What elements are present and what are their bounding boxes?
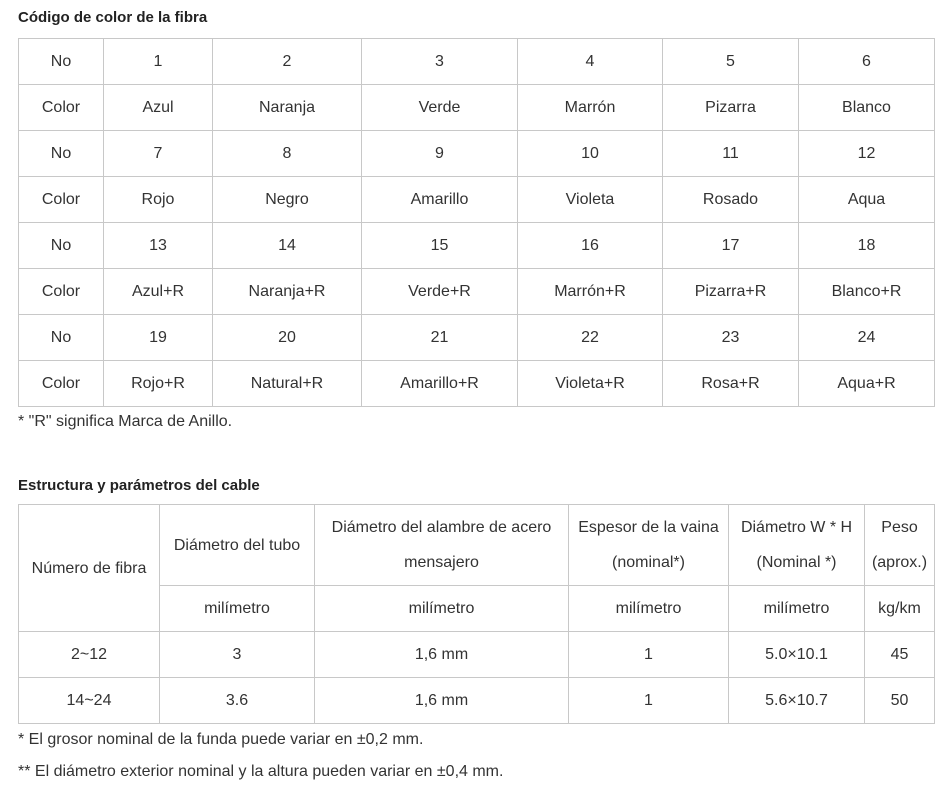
diameter-tolerance-note: ** El diámetro exterior nominal y la altura pueden variar en ±0,4 mm.: [18, 763, 504, 780]
table-cell: 14~24: [19, 678, 160, 724]
color-row-label: Color: [19, 177, 104, 223]
color-row-label: Color: [19, 361, 104, 407]
fiber-color-cell: Rojo: [104, 177, 213, 223]
fiber-color-cell: Pizarra: [663, 85, 799, 131]
fiber-color-table: [18, 38, 935, 407]
fiber-number-cell: 24: [799, 315, 935, 361]
fiber-number-cell: 13: [104, 223, 213, 269]
header-weight: Peso (aprox.): [865, 505, 935, 586]
number-row-label: No: [19, 223, 104, 269]
header-sheath-thickness: Espesor de la vaina (nominal*): [569, 505, 729, 586]
fiber-number-cell: 5: [663, 39, 799, 85]
color-row-label: Color: [19, 269, 104, 315]
fiber-number-cell: 14: [213, 223, 362, 269]
fiber-color-cell: Marrón: [518, 85, 663, 131]
fiber-color-cell: Verde+R: [362, 269, 518, 315]
unit-cell: milímetro: [729, 586, 865, 632]
fiber-color-cell: Amarillo: [362, 177, 518, 223]
number-row-label: No: [19, 315, 104, 361]
fiber-number-cell: 9: [362, 131, 518, 177]
fiber-color-cell: Amarillo+R: [362, 361, 518, 407]
fiber-number-cell: 15: [362, 223, 518, 269]
table-cell: 50: [865, 678, 935, 724]
fiber-number-cell: 12: [799, 131, 935, 177]
fiber-color-cell: Blanco+R: [799, 269, 935, 315]
color-code-title: Código de color de la fibra: [18, 9, 208, 26]
number-row-label: No: [19, 39, 104, 85]
unit-cell: milímetro: [160, 586, 315, 632]
unit-cell: kg/km: [865, 586, 935, 632]
header-fiber-count: Número de fibra: [19, 505, 160, 632]
fiber-color-cell: Pizarra+R: [663, 269, 799, 315]
fiber-number-cell: 23: [663, 315, 799, 361]
fiber-color-cell: Naranja: [213, 85, 362, 131]
number-row: [19, 223, 935, 269]
unit-cell: milímetro: [315, 586, 569, 632]
cable-structure-title: Estructura y parámetros del cable: [18, 477, 260, 494]
table-cell: 5.0×10.1: [729, 632, 865, 678]
fiber-number-cell: 6: [799, 39, 935, 85]
fiber-color-cell: Rojo+R: [104, 361, 213, 407]
number-row-label: No: [19, 131, 104, 177]
fiber-number-cell: 21: [362, 315, 518, 361]
table-cell: 3.6: [160, 678, 315, 724]
fiber-number-cell: 17: [663, 223, 799, 269]
table-cell: 1,6 mm: [315, 632, 569, 678]
table-row: [19, 632, 935, 678]
header-tube-diameter: Diámetro del tubo: [160, 505, 315, 586]
color-row: [19, 177, 935, 223]
fiber-number-cell: 11: [663, 131, 799, 177]
fiber-number-cell: 18: [799, 223, 935, 269]
color-row-label: Color: [19, 85, 104, 131]
fiber-color-cell: Aqua: [799, 177, 935, 223]
table-cell: 2~12: [19, 632, 160, 678]
header-dimension: Diámetro W * H (Nominal *): [729, 505, 865, 586]
fiber-color-cell: Verde: [362, 85, 518, 131]
number-row: [19, 315, 935, 361]
header-wire-diameter: Diámetro del alambre de acero mensajero: [315, 505, 569, 586]
color-row: [19, 85, 935, 131]
table-cell: 1: [569, 678, 729, 724]
fiber-number-cell: 4: [518, 39, 663, 85]
fiber-number-cell: 3: [362, 39, 518, 85]
cable-parameters-table: [18, 504, 935, 724]
ring-mark-note: * "R" significa Marca de Anillo.: [18, 413, 233, 430]
fiber-number-cell: 19: [104, 315, 213, 361]
sheath-tolerance-note: * El grosor nominal de la funda puede variar en ±0,2 mm.: [18, 731, 424, 748]
fiber-number-cell: 8: [213, 131, 362, 177]
fiber-number-cell: 2: [213, 39, 362, 85]
fiber-color-cell: Violeta: [518, 177, 663, 223]
color-row: [19, 269, 935, 315]
unit-cell: milímetro: [569, 586, 729, 632]
table-header-row: [19, 505, 935, 586]
fiber-number-cell: 20: [213, 315, 362, 361]
fiber-color-cell: Violeta+R: [518, 361, 663, 407]
fiber-color-cell: Marrón+R: [518, 269, 663, 315]
table-row: [19, 678, 935, 724]
fiber-number-cell: 22: [518, 315, 663, 361]
fiber-number-cell: 16: [518, 223, 663, 269]
table-cell: 1,6 mm: [315, 678, 569, 724]
fiber-color-cell: Rosa+R: [663, 361, 799, 407]
fiber-color-cell: Azul: [104, 85, 213, 131]
table-cell: 45: [865, 632, 935, 678]
fiber-color-cell: Azul+R: [104, 269, 213, 315]
table-cell: 1: [569, 632, 729, 678]
fiber-color-cell: Naranja+R: [213, 269, 362, 315]
table-cell: 3: [160, 632, 315, 678]
fiber-color-cell: Negro: [213, 177, 362, 223]
fiber-color-cell: Blanco: [799, 85, 935, 131]
color-row: [19, 361, 935, 407]
fiber-color-cell: Rosado: [663, 177, 799, 223]
fiber-number-cell: 10: [518, 131, 663, 177]
fiber-number-cell: 1: [104, 39, 213, 85]
number-row: [19, 39, 935, 85]
table-cell: 5.6×10.7: [729, 678, 865, 724]
fiber-number-cell: 7: [104, 131, 213, 177]
fiber-color-cell: Natural+R: [213, 361, 362, 407]
number-row: [19, 131, 935, 177]
fiber-color-cell: Aqua+R: [799, 361, 935, 407]
